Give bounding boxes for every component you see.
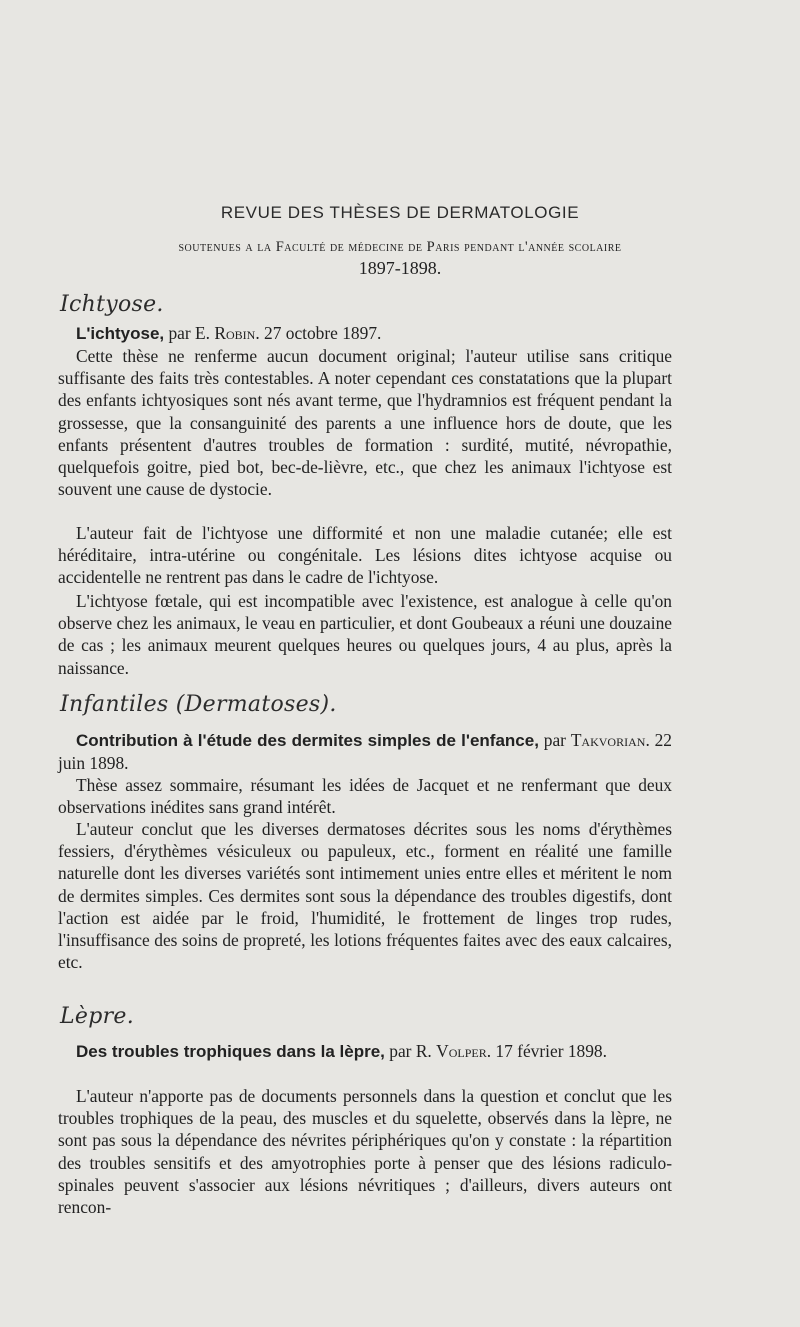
entry-ichtyose: [58, 322, 672, 345]
paragraph: L'auteur fait de l'ichtyose une difformité et non une maladie cutanée; elle est héréditaire, intra-utérine ou congénitale. Les lésions dites ichtyose acquise ou accidentelle ne rentrent pas dans le cadre de l'ichtyose.: [58, 523, 672, 588]
thesis-title: L'ichtyose,: [76, 324, 165, 343]
entry-infantiles: [58, 729, 672, 774]
byline: par E.: [168, 323, 211, 343]
paragraph: Cette thèse ne renferme aucun document original; l'auteur utilise sans critique suffisante des faits très contestables. A noter cependant ces constatations que la plupart des enfants ichtyosiques sont nés avant terme, que l'hydramnios est fréquent pendant la grossesse, que la consanguinité des parents a une influence hors de doute, que les enfants présentent d'autres troubles de formation : surdité, mutité, névropathie, quelquefois goitre, pied bot, bec-de-lièvre, etc., que chez les animaux l'ichtyose est souvent une cause de dystocie.: [58, 346, 672, 500]
section-heading-ichtyose: Ichtyose.: [60, 292, 164, 317]
author: Volper: [436, 1041, 487, 1061]
byline: par R.: [389, 1041, 432, 1061]
paragraph: Thèse assez sommaire, résumant les idées de Jacquet et ne renfermant que deux observations inédites sans grand intérêt.: [58, 775, 672, 818]
author: Takvorian: [570, 730, 646, 750]
academic-year: 1897-1898.: [358, 258, 442, 278]
date: . 22 juin 1898.: [58, 730, 672, 774]
entry-lepre: [58, 1040, 672, 1063]
thesis-title: Contribution à l'étude des dermites simples de l'enfance,: [76, 731, 539, 750]
paragraph: L'auteur n'apporte pas de documents personnels dans la question et conclut que les troubles trophiques de la peau, des muscles et du squelette, observés dans la lèpre, ne sont pas sous la dépendance des névrites périphériques qu'on y constate : la répartition des troubles sensitifs et des amyotrophies porte à penser que des lésions radiculo-spinales peuvent s'associer aux lésions névritiques ; d'ailleurs, divers auteurs ont rencon-: [58, 1086, 672, 1218]
thesis-title: Des troubles trophiques dans la lèpre,: [76, 1042, 385, 1061]
byline: par: [543, 730, 566, 750]
author: Robin: [214, 323, 256, 343]
section-heading-lepre: Lèpre.: [60, 1004, 135, 1029]
date: . 17 février 1898.: [486, 1041, 607, 1061]
date: . 27 octobre 1897.: [255, 323, 382, 343]
subtitle: soutenues a la Faculté de médecine de Paris pendant l'année scolaire: [178, 239, 622, 255]
section-heading-infantiles: Infantiles (Dermatoses).: [60, 692, 337, 717]
paragraph: L'ichtyose fœtale, qui est incompatible avec l'existence, est analogue à celle qu'on observe chez les animaux, le veau en particulier, et dont Goubeaux a réuni une douzaine de cas ; les animaux meurent quelques heures ou quelques jours, 4 au plus, après la naissance.: [58, 591, 672, 678]
journal-title: REVUE DES THÈSES DE DERMATOLOGIE: [220, 203, 580, 222]
paragraph: L'auteur conclut que les diverses dermatoses décrites sous les noms d'érythèmes fessiers, d'érythèmes vésiculeux ou papuleux, etc., forment en réalité une famille naturelle dont les diverses variétés sont intimement unies entre elles et méritent le nom de dermites simples. Ces dermites sont sous la dépendance des troubles digestifs, dont l'action est aidée par le froid, l'humidité, le frottement de linges trop rudes, l'insuffisance des soins de propreté, les lotions fréquentes faites avec des eaux calcaires, etc.: [58, 819, 672, 973]
